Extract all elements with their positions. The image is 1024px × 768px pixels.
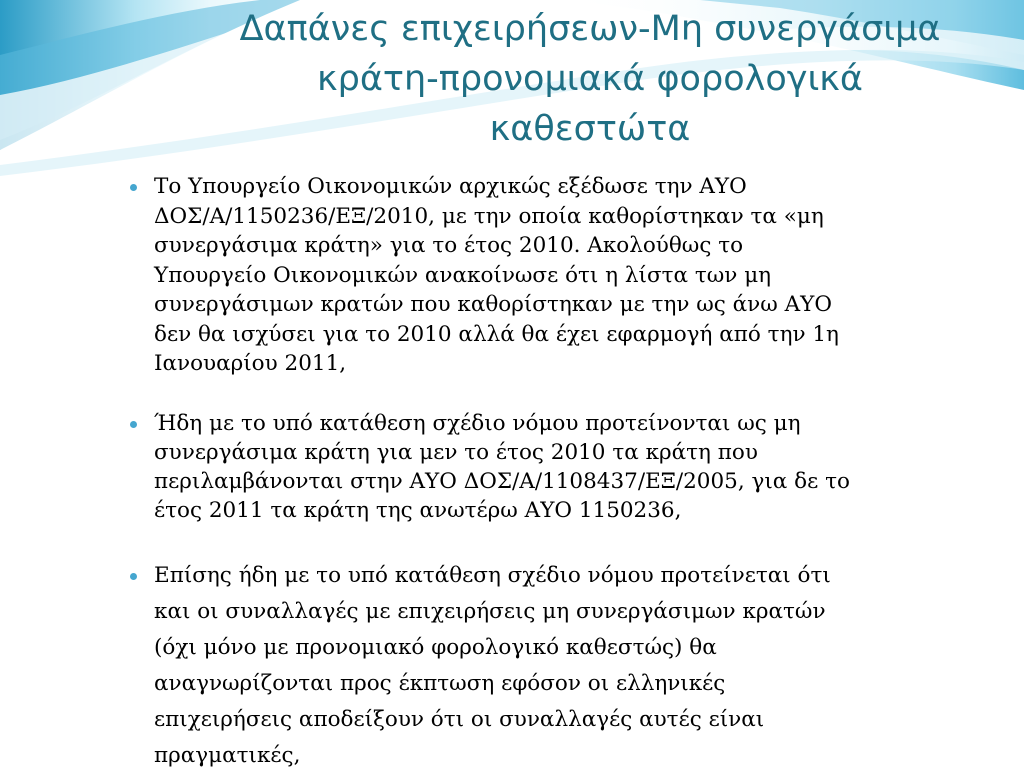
bullet-text-line: Επίσης ήδη με το υπό κατάθεση σχέδιο νόμου προτείνεται ότι — [154, 562, 831, 588]
bullet-text-line: αναγνωρίζονται προς έκπτωση εφόσον οι ελληνικές — [154, 670, 726, 696]
bullet-dot-icon — [130, 421, 137, 428]
bullet-item — [130, 558, 960, 768]
title-line: καθεστώτα — [489, 109, 691, 149]
bullet-text-line: περιλαμβάνονται στην ΑΥΟ ΔΟΣ/Α/1108437/ΕΞ/2005, για δε το — [154, 468, 850, 494]
bullet-text-line: πραγματικές, — [154, 742, 301, 768]
bullet-text-line: Ιανουαρίου 2011, — [154, 351, 347, 376]
bullet-text-line: δεν θα ισχύσει για το 2010 αλλά θα έχει εφαρμογή από την 1η — [154, 321, 839, 347]
bullet-text-line: ΔΟΣ/Α/1150236/ΕΞ/2010, με την οποία καθορίστηκαν τα «μη — [154, 203, 824, 229]
bullet-dot-icon — [130, 573, 137, 580]
title-line: κράτη-προνομιακά φορολογικά — [317, 59, 863, 99]
bullet-text-line: Υπουργείο Οικονομικών ανακοίνωσε ότι η λίστα των μη — [154, 262, 772, 288]
bullet-item — [130, 409, 960, 525]
bullet-text-line: έτος 2011 τα κράτη της ανωτέρω ΑΥΟ 1150236, — [154, 497, 682, 523]
bullet-text-line: επιχειρήσεις αποδείξουν ότι οι συναλλαγές αυτές είναι — [154, 706, 765, 732]
title-line: Δαπάνες επιχειρήσεων-Μη συνεργάσιμα — [239, 9, 941, 49]
slide-title — [150, 4, 1024, 154]
bullet-dot-icon — [130, 184, 137, 191]
bullet-text-line: συνεργάσιμα κράτη» για το έτος 2010. Ακολούθως το — [154, 233, 744, 258]
bullet-item — [130, 172, 960, 379]
bullet-text-line: και οι συναλλαγές με επιχειρήσεις μη συνεργάσιμων κρατών — [154, 598, 826, 624]
bullet-text-line: (όχι μόνο με προνομιακό φορολογικό καθεστώς) θα — [154, 634, 717, 660]
bullet-text-line: Ήδη με το υπό κατάθεση σχέδιο νόμου προτείνονται ως μη — [154, 410, 801, 436]
bullet-text-line: συνεργάσιμα κράτη για μεν το έτος 2010 τα κράτη που — [154, 439, 758, 465]
bullet-text-line: Το Υπουργείο Οικονομικών αρχικώς εξέδωσε την ΑΥΟ — [154, 174, 747, 199]
bullet-list — [130, 172, 960, 768]
bullet-text-line: συνεργάσιμων κρατών που καθορίστηκαν με την ως άνω ΑΥΟ — [154, 292, 832, 317]
